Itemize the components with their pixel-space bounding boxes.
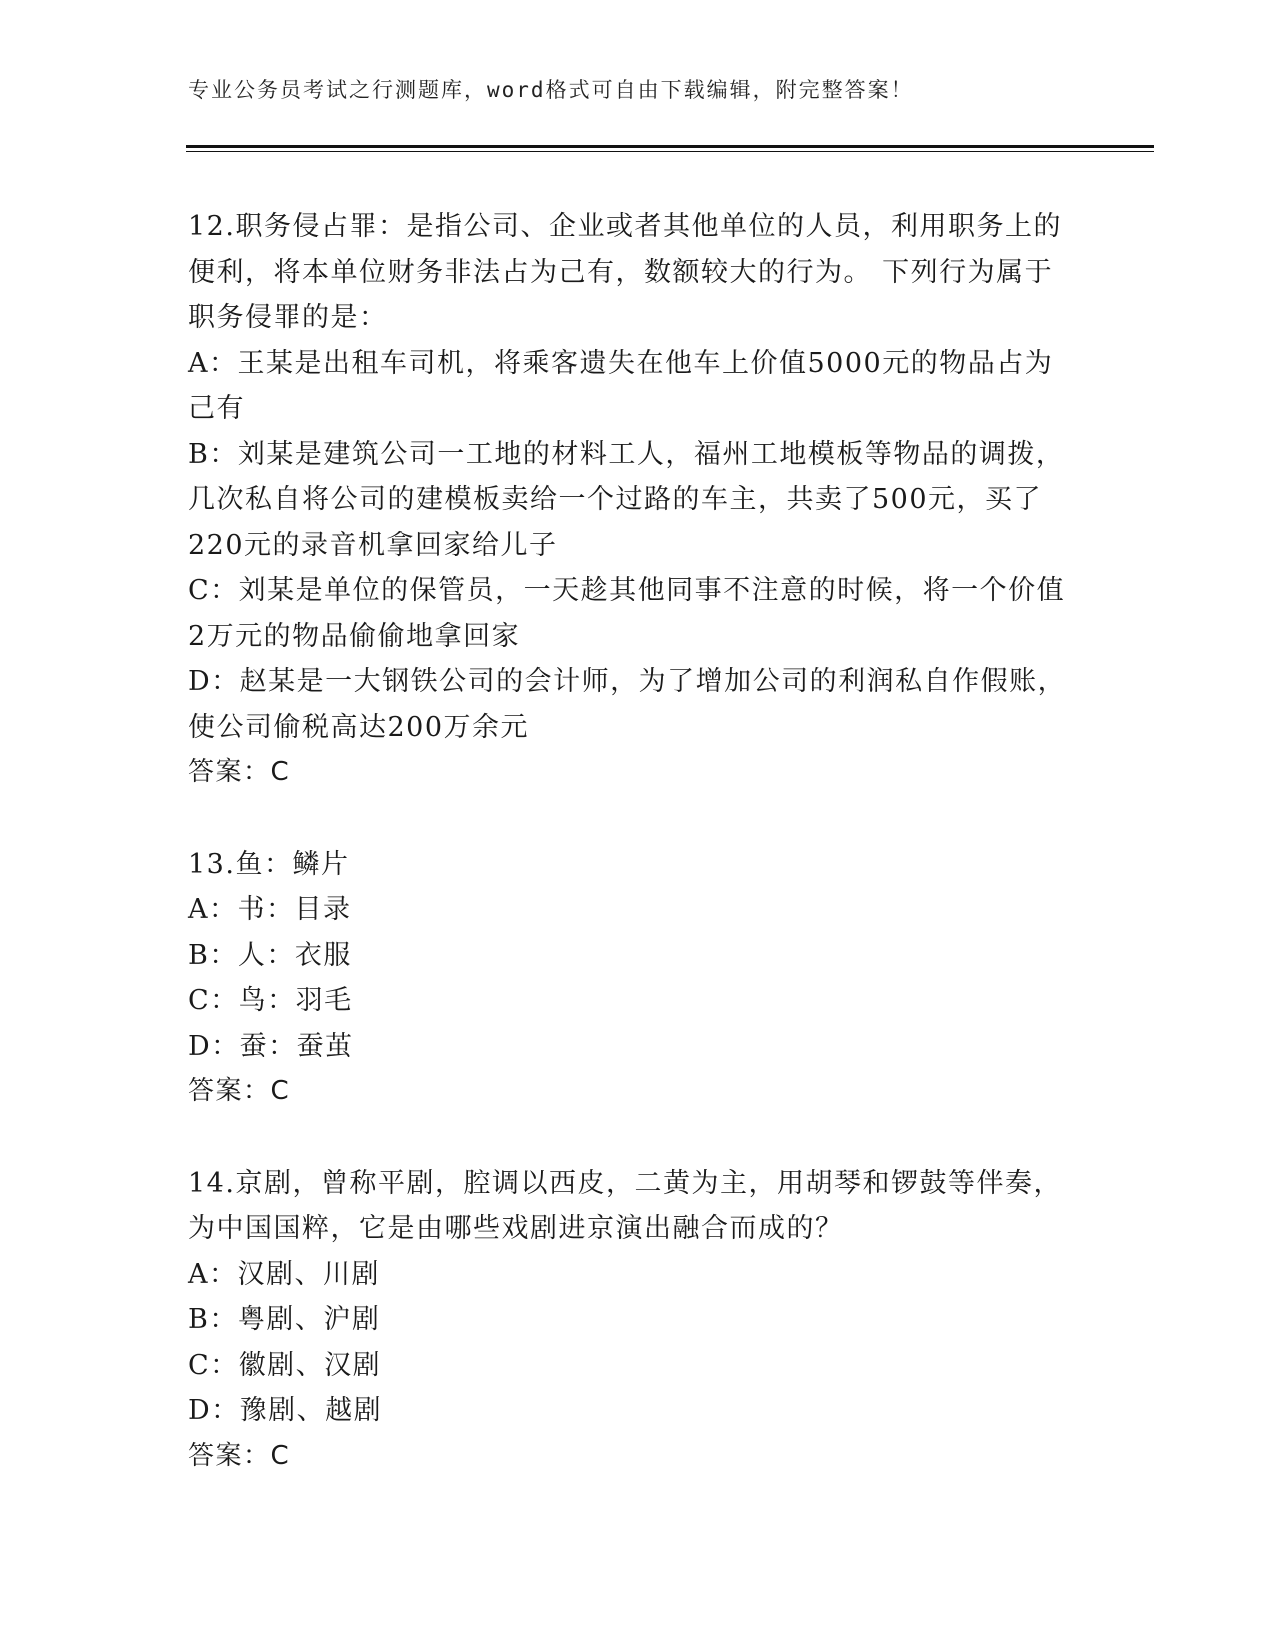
header-rule-thick bbox=[186, 145, 1154, 148]
question-stem-line: 便利，将本单位财务非法占为己有，数额较大的行为。 下列行为属于 bbox=[188, 256, 1054, 288]
question-stem-line: 12.职务侵占罪：是指公司、企业或者其他单位的人员，利用职务上的 bbox=[188, 211, 1062, 242]
option-line: A：书：目录 bbox=[188, 894, 352, 925]
option-line: B：粤剧、沪剧 bbox=[188, 1304, 381, 1335]
option-line: 2万元的物品偷偷地拿回家 bbox=[188, 620, 521, 652]
question-stem-line: 14.京剧，曾称平剧，腔调以西皮，二黄为主，用胡琴和锣鼓等伴奏， bbox=[188, 1167, 1062, 1199]
option-line: A：汉剧、川剧 bbox=[188, 1258, 380, 1290]
answer-line: 答案：C bbox=[188, 757, 291, 787]
question-14 bbox=[188, 1161, 1088, 1480]
option-line: D：豫剧、越剧 bbox=[188, 1395, 383, 1426]
answer-line: 答案：C bbox=[188, 1440, 291, 1471]
option-line: 220元的录音机拿回家给儿子 bbox=[188, 529, 558, 561]
option-line: A：王某是出租车司机，将乘客遗失在他车上价值5000元的物品占为 bbox=[188, 347, 1054, 379]
question-stem-line: 13.鱼：鳞片 bbox=[188, 848, 350, 880]
option-line: B：人：衣服 bbox=[188, 939, 352, 971]
option-line: D：蚕：蚕茧 bbox=[188, 1030, 354, 1062]
header-rule-thin bbox=[186, 151, 1154, 152]
option-line: C：鸟：羽毛 bbox=[188, 985, 353, 1016]
question-gap bbox=[188, 796, 1088, 842]
page-header: 专业公务员考试之行测题库，word格式可自由下载编辑，附完整答案！ bbox=[188, 78, 914, 102]
option-line: 使公司偷税高达200万余元 bbox=[188, 711, 530, 743]
option-line: 己有 bbox=[188, 393, 245, 424]
option-line: C：徽剧、汉剧 bbox=[188, 1349, 382, 1381]
question-gap bbox=[188, 1115, 1088, 1161]
question-12 bbox=[188, 204, 1088, 796]
question-13 bbox=[188, 842, 1088, 1115]
option-line: 几次私自将公司的建模板卖给一个过路的车主，共卖了500元，买了 bbox=[188, 484, 1043, 515]
option-line: B：刘某是建筑公司一工地的材料工人，福州工地模板等物品的调拨， bbox=[188, 438, 1065, 470]
question-stem-line: 为中国国粹，它是由哪些戏剧进京演出融合而成的？ bbox=[188, 1213, 844, 1244]
option-line: C：刘某是单位的保管员，一天趁其他同事不注意的时候，将一个价值 bbox=[188, 575, 1066, 606]
question-list bbox=[188, 204, 1088, 1479]
answer-line: 答案：C bbox=[188, 1076, 291, 1106]
question-stem-line: 职务侵罪的是： bbox=[188, 302, 388, 333]
option-line: D：赵某是一大钢铁公司的会计师，为了增加公司的利润私自作假账， bbox=[188, 666, 1067, 697]
